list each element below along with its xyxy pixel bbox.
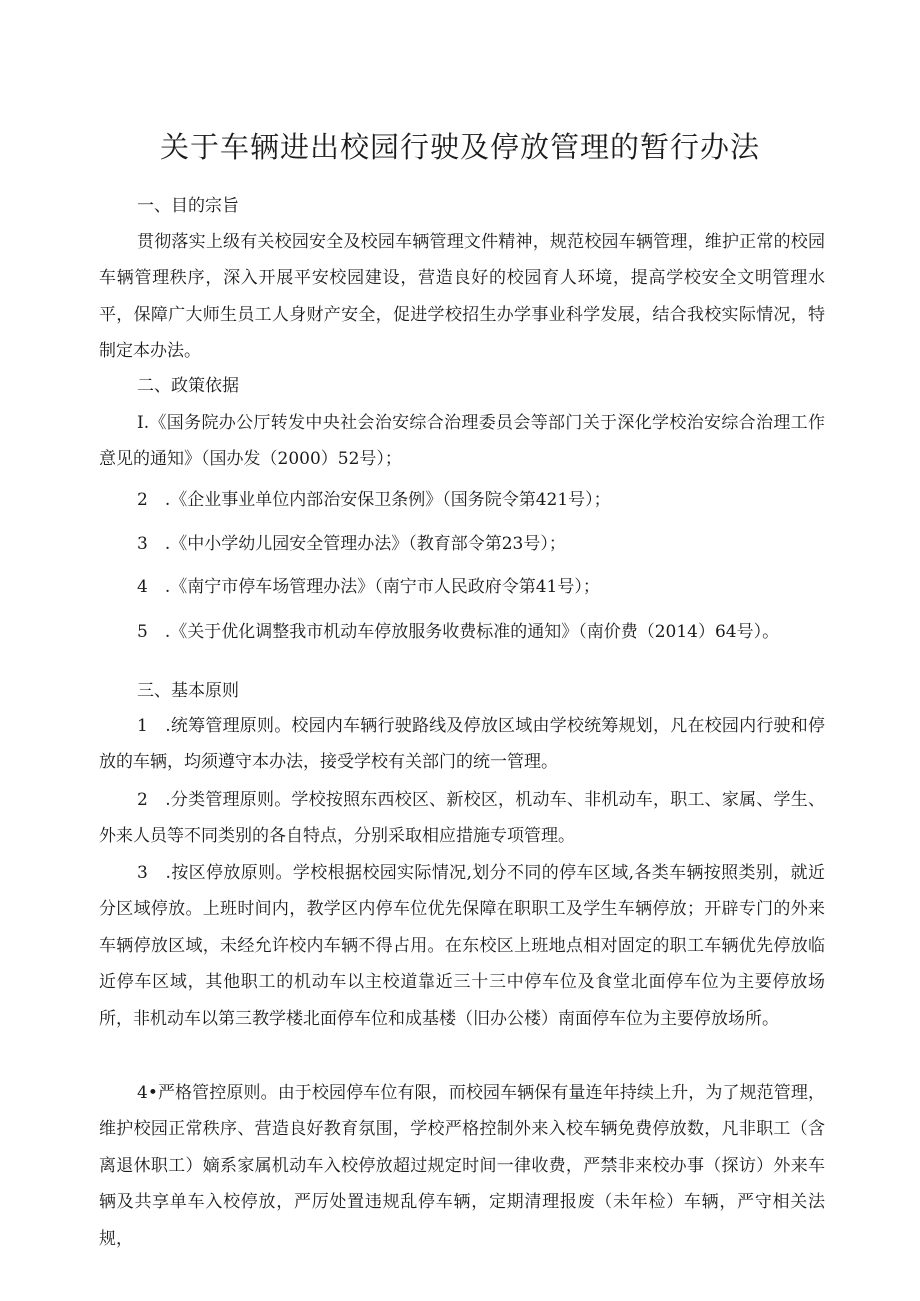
section-heading-policy-basis: 二、政策依据	[137, 376, 239, 396]
page-title: 关于车辆进出校园行驶及停放管理的暂行办法	[159, 130, 760, 165]
policy-item-5: 5 .《关于优化调整我市机动车停放服务收费标准的通知》（南价费（2014）64号）。	[137, 622, 780, 642]
principle-paragraph-4: 4•严格管控原则。由于校园停车位有限，而校园车辆保有量连年持续上升，为了规范管理，维护校园正常秩序、营造良好教育氛围，学校严格控制外来入校车辆免费停放数，凡非职工（含离退休职工）嫡系家属机动车入校停放超过规定时间一律收费，严禁非来校办事（探访）外来车辆及共享单车入校停放，严厉处置违规乱停车辆，定期清理报废（未年检）车辆，严守相关法规，	[99, 1083, 825, 1249]
section-heading-basic-principles: 三、基本原则	[137, 681, 239, 701]
principle-paragraph-2: 2 .分类管理原则。学校按照东西校区、新校区，机动车、非机动车，职工、家属、学生、外来人员等不同类别的各自特点，分别采取相应措施专项管理。	[99, 790, 825, 847]
paragraph-purpose: 贯彻落实上级有关校园安全及校园车辆管理文件精神，规范校园车辆管理，维护正常的校园车辆管理秩序，深入开展平安校园建设，营造良好的校园育人环境，提高学校安全文明管理水平，保障广大师生员工人身财产安全，促进学校招生办学事业科学发展，结合我校实际情况，特制定本办法。	[99, 232, 825, 362]
policy-item-3: 3 .《中小学幼儿园安全管理办法》（教育部令第23号）；	[137, 534, 566, 554]
policy-item-2: 2 .《企业事业单位内部治安保卫条例》（国务院令第421号）；	[137, 490, 611, 510]
policy-item-1: I.《国务院办公厅转发中央社会治安综合治理委员会等部门关于深化学校治安综合治理工作意见的通知》（国办发（2000）52号）；	[99, 413, 825, 470]
policy-item-4: 4 .《南宁市停车场管理办法》（南宁市人民政府令第41号）；	[137, 577, 600, 597]
principle-paragraph-1: 1 .统筹管理原则。校园内车辆行驶路线及停放区域由学校统筹规划，凡在校园内行驶和停放的车辆，均须遵守本办法，接受学校有关部门的统一管理。	[99, 716, 825, 773]
section-heading-purpose: 一、目的宗旨	[137, 196, 239, 216]
principle-paragraph-3: 3 .按区停放原则。学校根据校园实际情况,划分不同的停车区域,各类车辆按照类别，就近分区域停放。上班时间内，教学区内停车位优先保障在职职工及学生车辆停放；开辟专门的外来车辆停放区域，未经允许校内车辆不得占用。在东校区上班地点相对固定的职工车辆优先停放临近停车区域，其他职工的机动车以主校道靠近三十三中停车位及食堂北面停车位为主要停放场所，非机动车以第三教学楼北面停车位和成基楼（旧办公楼）南面停车位为主要停放场所。	[99, 863, 825, 1029]
